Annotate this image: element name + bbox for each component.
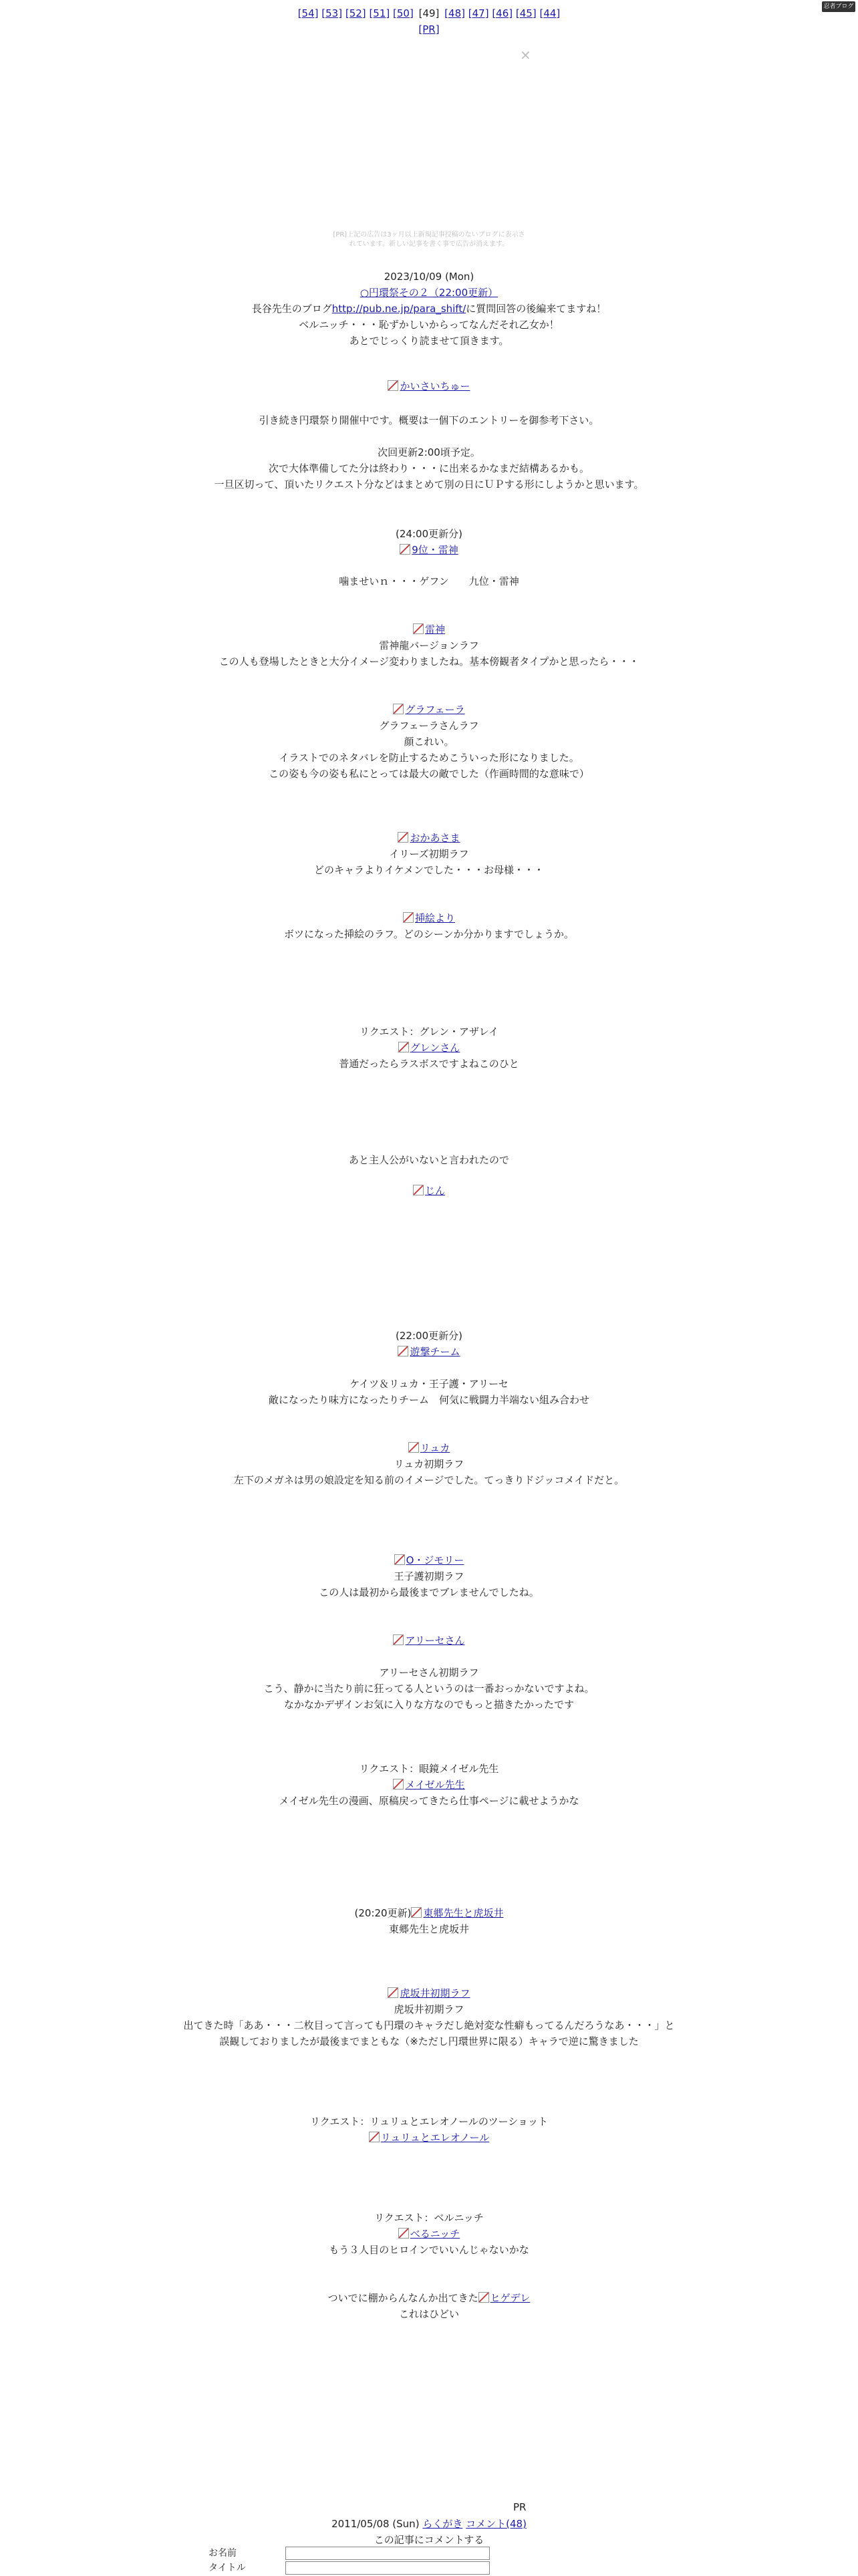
- category-link[interactable]: らくがき: [422, 2518, 463, 2530]
- image-arise[interactable]: アリーセさん: [393, 1632, 464, 1649]
- image-graf[interactable]: グラフェーラ: [393, 702, 464, 718]
- footer-date: 2011/05/08 (Sun): [331, 2518, 420, 2530]
- broken-image-icon: [394, 1554, 405, 1565]
- image-jin[interactable]: じん: [413, 1183, 445, 1199]
- image-higedere[interactable]: ヒゲデレ: [478, 2290, 531, 2306]
- name-label: お名前: [208, 2548, 237, 2559]
- pr-link[interactable]: [PR]: [418, 23, 440, 35]
- broken-image-icon: [393, 1634, 404, 1645]
- image-ryuka[interactable]: リュカ: [408, 1440, 450, 1456]
- title-label: タイトル: [208, 2563, 246, 2573]
- page-link-50[interactable]: [50]: [393, 7, 414, 19]
- post-footer: [0, 2516, 858, 2548]
- broken-image-icon: [398, 2228, 409, 2239]
- post-header: 2023/10/09 (Mon) ○円環祭その２（22:00更新） 長谷先生のブログhttp://pub.ne.jp/para_shift/に質問回答の後編来てますね！ ベルニッチ・・・恥ずかしいからってなんだそれ乙女か！ あとでじっくり読ませて頂きます。: [0, 269, 858, 349]
- post-title[interactable]: ○円環祭その２（22:00更新）: [360, 287, 498, 299]
- broken-image-icon: [388, 380, 398, 391]
- broken-image-icon: [413, 1185, 424, 1195]
- broken-image-icon: [393, 704, 404, 714]
- name-input[interactable]: [285, 2547, 490, 2560]
- page-current: [49]: [418, 7, 440, 19]
- blog-badge[interactable]: 忍者ブログ: [822, 1, 855, 12]
- image-raijin[interactable]: 雷神: [413, 621, 445, 637]
- image-ryuryu[interactable]: リュリュとエレオノール: [369, 2130, 489, 2146]
- broken-image-icon: [413, 623, 424, 634]
- image-geki[interactable]: 遊撃チーム: [398, 1344, 460, 1360]
- external-blog-link[interactable]: http://pub.ne.jp/para_shift/: [331, 303, 466, 315]
- broken-image-icon: [408, 1442, 419, 1453]
- broken-image-icon: [411, 1907, 422, 1918]
- image-okaasama[interactable]: おかあさま: [398, 830, 460, 846]
- image-berunicchi[interactable]: べるニッチ: [398, 2226, 460, 2242]
- broken-image-icon: [403, 912, 414, 923]
- broken-image-icon: [478, 2292, 489, 2303]
- title-input[interactable]: [285, 2561, 490, 2575]
- page-link-51[interactable]: [51]: [369, 7, 390, 19]
- image-meizel[interactable]: メイゼル先生: [393, 1777, 464, 1793]
- page-link-47[interactable]: [47]: [468, 7, 489, 19]
- image-sasie[interactable]: 挿絵より: [403, 910, 455, 926]
- ad-notice: [PR]上記の広告は3ヶ月以上新規記事投稿のないブログに表示さ れています。新しい記事を書く事で広告が消えます。: [333, 231, 525, 248]
- page-link-48[interactable]: [48]: [444, 7, 465, 19]
- broken-image-icon: [398, 832, 408, 843]
- page-link-45[interactable]: [45]: [515, 7, 537, 19]
- page-link-54[interactable]: [54]: [297, 7, 319, 19]
- image-togo[interactable]: 東郷先生と虎坂井: [411, 1905, 503, 1921]
- pr-label: PR: [513, 2501, 527, 2513]
- page-link-53[interactable]: [53]: [321, 7, 343, 19]
- broken-image-icon: [393, 1779, 404, 1790]
- image-glen[interactable]: グレンさん: [398, 1040, 460, 1056]
- broken-image-icon: [398, 1346, 408, 1356]
- image-9i-raijin[interactable]: 9位・雷神: [400, 542, 458, 558]
- comment-form: [208, 2546, 650, 2575]
- page-link-46[interactable]: [46]: [492, 7, 513, 19]
- image-torasakai[interactable]: 虎坂井初期ラフ: [388, 1985, 470, 2001]
- ad-close-icon[interactable]: ×: [520, 47, 531, 63]
- broken-image-icon: [400, 544, 410, 555]
- broken-image-icon: [398, 1042, 409, 1052]
- page-link-44[interactable]: [44]: [539, 7, 561, 19]
- comment-link[interactable]: コメント(48): [466, 2518, 527, 2530]
- page-link-52[interactable]: [52]: [345, 7, 366, 19]
- image-kaisai[interactable]: かいさいちゅー: [388, 378, 470, 394]
- broken-image-icon: [388, 1987, 398, 1998]
- pagination: [0, 5, 858, 21]
- image-zimo[interactable]: O・ジモリー: [394, 1552, 464, 1568]
- broken-image-icon: [369, 2132, 380, 2142]
- comment-prompt: この記事にコメントする: [374, 2534, 484, 2546]
- post-date: 2023/10/09 (Mon): [384, 271, 474, 283]
